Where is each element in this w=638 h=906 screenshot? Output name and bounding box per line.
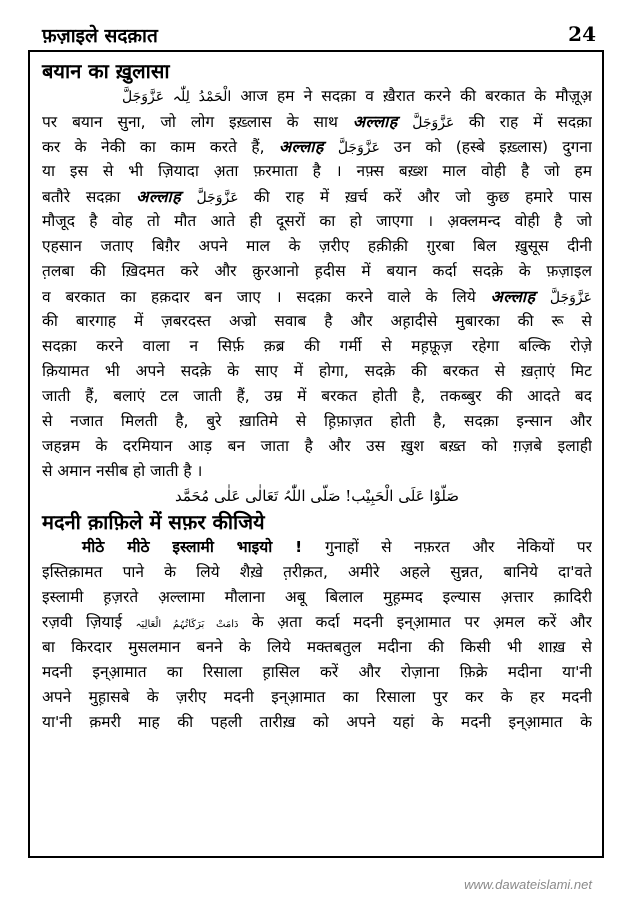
paragraph-line: की बारगाह में ज़बरदस्त अज्रो सवाब है और अह़ादीसे मुबारका की रू से bbox=[42, 312, 592, 330]
allah-word: अल्लाह bbox=[136, 187, 182, 206]
paragraph-line: जाती हैं, बलाएं टल जाती हैं, उम्र में बरकत होती है, तकब्बुर की आदते बद bbox=[42, 387, 592, 405]
paragraph-line: रज़वी ज़ियाई دَامَتْ بَرَکَاتُہُمُ الْعَالِیَہ के अ़ता कर्दा मदनी इन्आ़मात पर अ़मल करें और bbox=[42, 613, 592, 631]
paragraph-line: व बरकात का हक़दार बन जाए । सदक़ा करने वाले के लिये अल्लाह عَزَّوَجَلَّ bbox=[42, 287, 592, 306]
paragraph-line: कर के नेकी का काम करते हैं, अल्लाह عَزَّوَجَلَّ उन को (हस्बे इख़्लास) दुगना bbox=[42, 137, 592, 156]
paragraph-line: त़लबा की ख़िदमत करे और क़ुरआनो ह़दीस में बयान कर्दा सदक़े के फ़ज़ाइल bbox=[42, 262, 592, 280]
paragraph-line: से अमान नसीब हो जाती है । bbox=[42, 462, 203, 480]
website-footer[interactable]: www.dawateislami.net bbox=[464, 877, 592, 892]
paragraph-line: एहसान जताए बिग़ैर अपने माल के ज़रीए हक़ीक़ी ग़ुरबा बिल ख़ुसूस दीनी bbox=[42, 237, 592, 255]
paragraph-line: الْحَمْدُ لِلّٰہ عَزَّوَجَلَّ आज हम ने सदक़ा व ख़ैरात करने की बरकात के मौज़ूअ़ bbox=[122, 87, 592, 105]
paragraph-line: क़ियामत भी अपने सदक़े के साए में होगा, सदक़े की बरकत से ख़त़ाएं मिट bbox=[42, 362, 592, 380]
paragraph-line: सदक़ा करने वाला न सिर्फ़ क़ब्र की गर्मी से मह़फ़ूज़ रहेगा बल्कि रोज़े bbox=[42, 337, 592, 355]
paragraph-line: से नजात मिलती है, बुरे ख़ातिमे से ह़िफ़ाज़त होती है, सदक़ा इन्सान और bbox=[42, 412, 592, 430]
paragraph-line: या इस से भी ज़ियादा अ़ता फ़रमाता है । नफ़्स बख़्श माल वोही है जो हम bbox=[42, 162, 592, 180]
paragraph-line: या'नी क़मरी माह की पहली तारीख़ को अपने यहां के मदनी इन्आ़मात के bbox=[42, 713, 592, 731]
paragraph-line: मदनी इन्आ़मात का रिसाला ह़ासिल करें और रोज़ाना फ़िक्रे मदीना या'नी bbox=[42, 663, 592, 681]
paragraph-line: इस्तिक़ामत पाने के लिये शैख़े त़रीक़त, अमीरे अहले सुन्नत, बानिये दा'वते bbox=[42, 563, 592, 581]
allah-word: अल्लाह bbox=[278, 137, 324, 156]
paragraph-line: मौजूद है वोह तो मौत आते ही दूसरों का हो जाएगा । अ़क्लमन्द वोही है जो bbox=[42, 212, 592, 230]
section-heading-madani-qafila: मदनी क़ाफ़िले में सफ़र कीजिये bbox=[42, 510, 265, 534]
paragraph-line: बा किरदार मुसलमान बनने के लिये मक्तबतुल मदीना की किसी भी शाख़ से bbox=[42, 638, 592, 656]
paragraph-line: पर बयान सुना, जो लोग इख़्लास के साथ अल्लाह عَزَّوَجَلَّ की राह में सदक़ा bbox=[42, 112, 592, 131]
paragraph-line: मीठे मीठे इस्लामी भाइयो ! गुनाहों से नफ़रत और नेकियों पर bbox=[82, 538, 592, 556]
allah-word: अल्लाह bbox=[352, 112, 398, 131]
paragraph-line: इस्लामी ह़ज़रते अ़ल्लामा मौलाना अबू बिलाल मुह़म्मद इल्यास अ़त्तार क़ादिरी bbox=[42, 588, 592, 606]
paragraph-line: बतौरे सदक़ा अल्लाह عَزَّوَجَلَّ की राह में ख़र्च करें और जो कुछ हमारे पास bbox=[42, 187, 592, 206]
section-heading-summary: बयान का ख़ुलासा bbox=[42, 59, 170, 83]
paragraph-line: अपने मुह़ासबे के ज़रीए मदनी इन्आ़मात का रिसाला पुर कर के हर मदनी bbox=[42, 688, 592, 706]
paragraph-line: जहन्नम के दरमियान आड़ बन जाता है और उस ख़ुश बख़्त को ग़ज़बे इलाही bbox=[42, 437, 592, 455]
allah-word: अल्लाह bbox=[490, 287, 536, 306]
page-frame bbox=[28, 50, 604, 858]
book-title: फ़ज़ाइले सदक़ात bbox=[42, 25, 158, 47]
page-header bbox=[42, 22, 596, 48]
page-content bbox=[42, 58, 592, 735]
salutation-line: صَلُّوْا عَلَی الْحَبِیْب! صَلَّی اللّٰہُ تَعَالٰی عَلٰی مُحَمَّد bbox=[174, 487, 460, 505]
page-number: 24 bbox=[568, 22, 596, 46]
